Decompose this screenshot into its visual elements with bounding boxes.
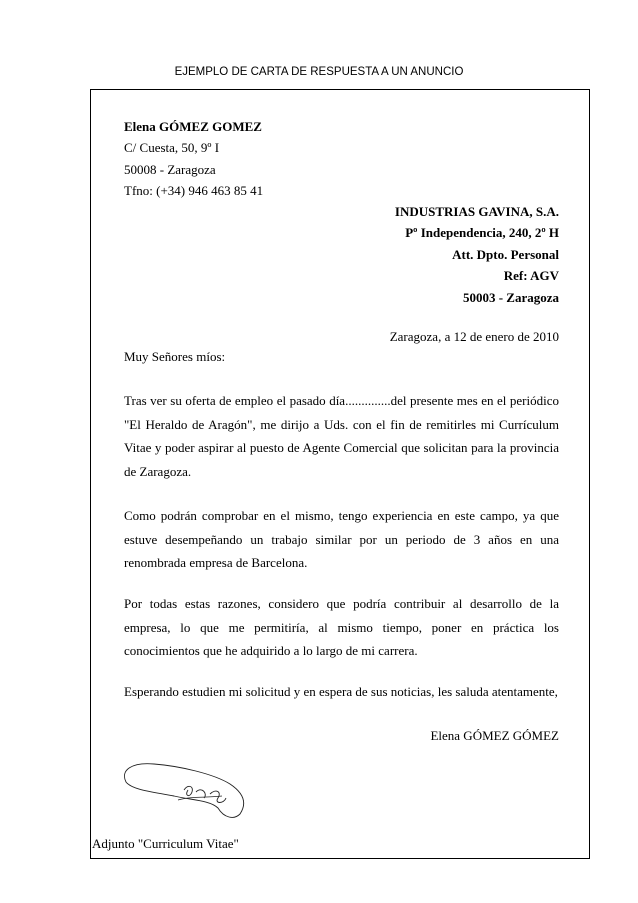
closing-line: Esperando estudien mi solicitud y en espera de sus noticias, les saluda atentamente,: [124, 684, 558, 699]
recipient-reference: Ref: AGV: [503, 268, 559, 284]
paragraph-3: Por todas estas razones, considero que podría contribuir al desarrollo de la empresa, lo que me permitiría, al mismo tiempo, poner en práctica los conocimientos que he adquirido a lo largo de mi carrera.: [124, 596, 559, 658]
signature-name: Elena GÓMEZ GÓMEZ: [430, 728, 559, 743]
handwritten-signature: [118, 760, 258, 822]
document-title: EJEMPLO DE CARTA DE RESPUESTA A UN ANUNCIO: [174, 66, 464, 78]
sender-block: [124, 116, 263, 201]
paragraph-2: Como podrán comprobar en el mismo, tengo experiencia en este campo, ya que estuve desempeñando un trabajo similar por un periodo de 3 años en una renombrada empresa de Barcelona.: [124, 508, 559, 570]
letter-date: Zaragoza, a 12 de enero de 2010: [389, 329, 559, 344]
salutation: Muy Señores míos:: [124, 349, 226, 364]
paragraph-1: Tras ver su oferta de empleo el pasado día..............del presente mes en el periódico "El Heraldo de Aragón", me dirijo a Uds. con el fin de remitirles mi Currículum Vitae y poder aspirar al puesto de Agente Comercial que solicitan para la provincia de Zaragoza.: [124, 393, 559, 479]
recipient-company: INDUSTRIAS GAVINA, S.A.: [394, 204, 559, 219]
attachment-note: Adjunto "Curriculum Vitae": [92, 836, 239, 851]
sender-city: 50008 - Zaragoza: [124, 161, 216, 177]
sender-name: Elena GÓMEZ GOMEZ: [124, 119, 262, 134]
recipient-attention: Att. Dpto. Personal: [452, 246, 559, 262]
sender-address: C/ Cuesta, 50, 9º I: [124, 140, 220, 156]
recipient-block: [395, 201, 559, 308]
sender-phone: Tfno: (+34) 946 463 85 41: [124, 182, 264, 198]
recipient-address: Pº Independencia, 240, 2º H: [405, 225, 559, 241]
recipient-city: 50003 - Zaragoza: [462, 289, 559, 305]
